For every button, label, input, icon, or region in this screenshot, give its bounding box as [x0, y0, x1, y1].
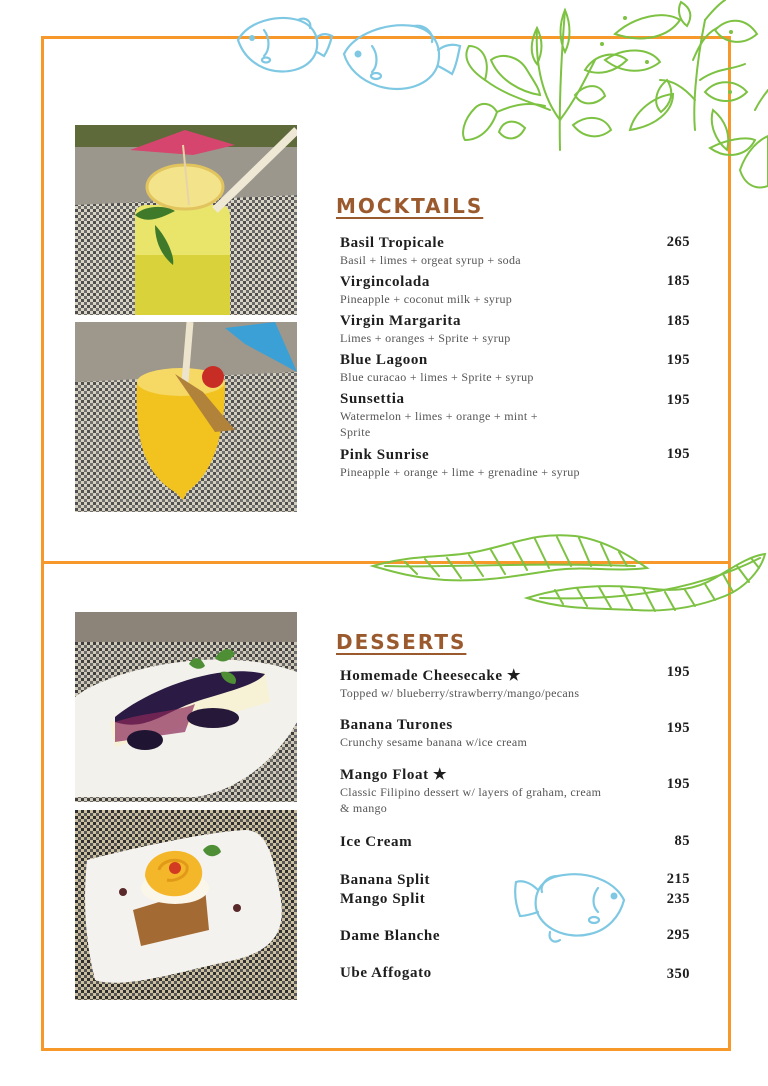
menu-item	[340, 890, 690, 908]
item-desc: Watermelon + limes + orange + mint + Sprite	[340, 409, 538, 439]
item-price: 185	[666, 313, 690, 329]
item-price: 185	[666, 273, 690, 289]
item-price: 295	[666, 927, 690, 943]
item-desc: Classic Filipino dessert w/ layers of graham, cream & mango	[340, 785, 602, 815]
mango-float-photo	[75, 810, 297, 1000]
item-name: Dame Blanche	[340, 928, 441, 944]
menu-item	[340, 833, 690, 851]
leaf-vine-decoration	[455, 0, 768, 200]
item-price: 195	[666, 776, 690, 792]
item-desc: Topped w/ blueberry/strawberry/mango/pecans	[340, 686, 580, 700]
menu-item	[340, 390, 690, 440]
item-price: 235	[666, 891, 690, 907]
desserts-heading: DESSERTS	[336, 630, 467, 654]
item-name: Sunsettia	[340, 391, 405, 407]
item-price: 195	[666, 352, 690, 368]
menu-item	[340, 234, 690, 268]
item-name: Pink Sunrise	[340, 447, 430, 463]
menu-item	[340, 871, 690, 889]
item-name: Blue Lagoon	[340, 352, 428, 368]
item-name: Homemade Cheesecake ★	[340, 668, 522, 684]
menu-item	[340, 273, 690, 307]
item-desc: Limes + oranges + Sprite + syrup	[340, 331, 511, 345]
item-price: 265	[666, 234, 690, 250]
item-price: 85	[674, 833, 690, 849]
menu-item	[340, 667, 690, 701]
leaf-decoration	[365, 526, 768, 622]
item-name: Ice Cream	[340, 834, 413, 850]
fish-icon	[236, 8, 338, 78]
item-name: Virgin Margarita	[340, 313, 462, 329]
menu-item	[340, 351, 690, 385]
fish-icon	[342, 16, 464, 96]
item-name: Banana Split	[340, 872, 431, 888]
item-desc: Blue curacao + limes + Sprite + syrup	[340, 370, 534, 384]
menu-item	[340, 312, 690, 346]
item-price: 195	[666, 720, 690, 736]
item-price: 350	[666, 966, 690, 982]
pineapple-mocktail-photo	[75, 322, 297, 512]
item-desc: Basil + limes + orgeat syrup + soda	[340, 253, 521, 267]
item-price: 195	[666, 392, 690, 408]
item-name: Virgincolada	[340, 274, 430, 290]
item-price: 195	[666, 664, 690, 680]
basil-tropicale-photo	[75, 125, 297, 315]
menu-item	[340, 927, 690, 945]
item-desc: Pineapple + coconut milk + syrup	[340, 292, 513, 306]
mocktails-heading: MOCKTAILS	[336, 194, 484, 218]
item-desc: Pineapple + orange + lime + grenadine + syrup	[340, 465, 580, 479]
item-name: Banana Turones	[340, 717, 453, 733]
item-price: 215	[666, 871, 690, 887]
item-name: Mango Split	[340, 891, 426, 907]
menu-item	[340, 446, 690, 480]
menu-item	[340, 964, 690, 982]
item-desc: Crunchy sesame banana w/ice cream	[340, 735, 528, 749]
item-name: Mango Float ★	[340, 767, 448, 783]
menu-item	[340, 766, 690, 816]
blueberry-cheesecake-photo	[75, 612, 297, 802]
item-price: 195	[666, 446, 690, 462]
menu-item	[340, 716, 690, 750]
item-name: Basil Tropicale	[340, 235, 445, 251]
item-name: Ube Affogato	[340, 965, 432, 981]
